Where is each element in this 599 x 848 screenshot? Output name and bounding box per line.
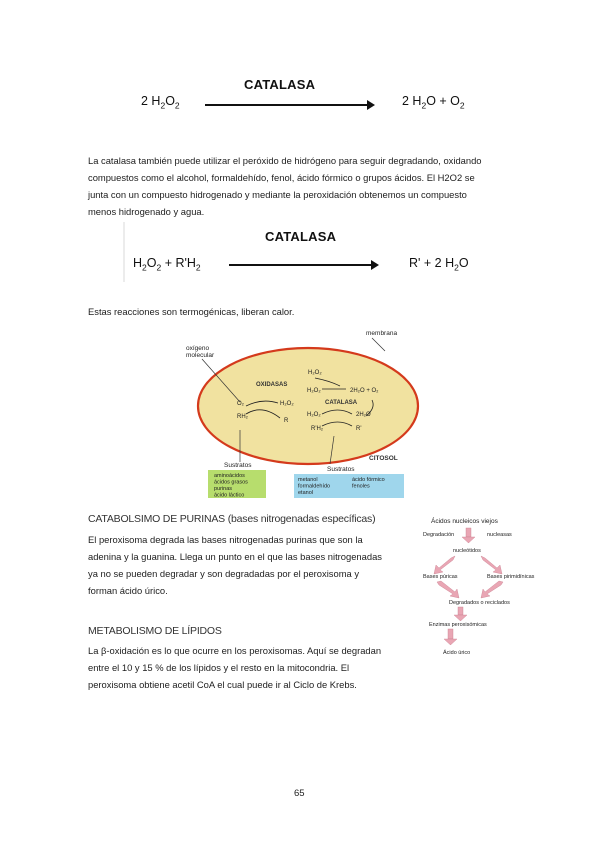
sustrato-item: purinas (214, 486, 233, 492)
equation2-edge (123, 222, 125, 282)
paragraph-catalasa (88, 152, 528, 220)
flow-enzimas: Enzimas peroxisómicas (429, 622, 487, 628)
paragraph-line: peroxisoma obtiene acetil CoA el cual puede ir al Ciclo de Krebs. (88, 679, 357, 690)
rxn-r: R (284, 418, 289, 424)
peroxisome-membrane (198, 348, 418, 464)
heading-purinas: CATABOLSIMO DE PURINAS (bases nitrogenadas específicas) (88, 513, 376, 525)
heading-lipidos: METABOLISMO DE LÍPIDOS (88, 625, 222, 637)
equation1-arrow (205, 104, 373, 106)
arrow-branch-left-icon (434, 556, 455, 574)
flow-degradados: Degradados o reciclados (449, 600, 510, 606)
peroxisome-diagram (180, 326, 415, 500)
sustratos-right-label: Sustratos (327, 466, 355, 473)
sustrato-item: ácido fórmico (352, 477, 385, 483)
equation1-products: 2 $H_2O + O_2$ (402, 94, 465, 111)
oxidasas-label: OXIDASAS (256, 382, 288, 388)
rxn-h2o-o2: 2H₂O + O₂ (350, 388, 379, 394)
sustrato-item: ácidos grasos (214, 479, 248, 486)
flow-bases-pirimidinicas: Bases pirimidínicas (487, 574, 535, 580)
paragraph-line: compuestos como el alcohol, formaldehído, fenol, ácido fórmico o grupos ácidos. El H2O2 se (88, 172, 475, 183)
rxn-h2o2-top: H₂O₂ (308, 370, 322, 376)
rxn-rh2-low: R'H₂ (311, 426, 324, 432)
equation2-products: R' + 2 $H_2O$ (409, 256, 469, 273)
flow-title: Ácidos nucleicos viejos (431, 518, 498, 525)
rxn-o2: O₂ (237, 401, 244, 407)
paragraph-line: entre el 10 y 15 % de los lípidos y el resto en la mitocondria. El (88, 662, 350, 673)
arrow-branch-right-icon (481, 556, 502, 574)
rxn-h2o2-low: H₂O₂ (307, 412, 321, 418)
paragraph-line: forman ácido úrico. (88, 585, 168, 596)
paragraph-termogenicas: Estas reacciones son termogénicas, liberan calor. (88, 306, 295, 317)
arrow-converge-right-icon (481, 581, 503, 598)
equation1-enzyme-title: CATALASA (244, 77, 316, 92)
rxn-h2o2-mid: H₂O₂ (307, 388, 321, 394)
sustrato-item: aminoácidos (214, 473, 245, 479)
paragraph-purinas (88, 531, 408, 599)
sustrato-item: formaldehído (298, 483, 331, 490)
sustratos-left-label: Sustratos (224, 462, 252, 469)
flow-nucleotidos: nucleótidos (453, 548, 481, 554)
rxn-r-low: R' (356, 426, 362, 432)
rxn-h2o-low: 2H₂O (356, 412, 371, 418)
sustrato-item: metanol (298, 477, 318, 483)
arrow-down-icon (454, 607, 467, 621)
arrow-down-icon (444, 629, 457, 645)
flow-degradacion: Degradación (423, 532, 455, 538)
flow-nucleasas: nucleasas (487, 532, 512, 538)
equation2-arrow (229, 264, 377, 266)
purine-degradation-diagram (415, 512, 535, 658)
equation2-reactants: $H_2O_2 + R'H_2$ (133, 256, 201, 273)
equation1-reactant: 2 $H_2O_2$ (141, 94, 180, 111)
page-number: 65 (294, 788, 305, 799)
arrow-down-icon (462, 528, 475, 543)
molecular-label: molecular (186, 352, 215, 359)
citosol-label: CITOSOL (369, 455, 398, 462)
rxn-rh2: RH₂ (237, 414, 248, 420)
paragraph-line: El peroxisoma degrada las bases nitrogenadas purinas que son la (88, 534, 363, 545)
sustrato-item: ácido láctico (214, 492, 245, 499)
paragraph-line: menos hidrogenado y agua. (88, 206, 205, 217)
flow-bases-puricas: Bases púricas (423, 574, 458, 580)
paragraph-line: La catalasa también puede utilizar el peróxido de hidrógeno para seguir degradando, oxidando (88, 155, 482, 166)
membrana-label: membrana (366, 330, 398, 337)
catalasa-label: CATALASA (325, 400, 358, 406)
oxigeno-label: oxígeno (186, 345, 210, 352)
paragraph-line: junta con un compuesto hidrogenado y mediante la peroxidación obtenemos un compuesto (88, 189, 467, 200)
paragraph-lipidos (88, 642, 418, 693)
paragraph-line: La β-oxidación es lo que ocurre en los peroxisomas. Aquí se degradan (88, 645, 382, 656)
rxn-h2o2-product: H₂O₂ (280, 401, 294, 407)
sustrato-item: fenoles (352, 483, 370, 490)
sustrato-item: etanol (298, 490, 313, 496)
flow-acido-urico: Ácido úrico (443, 650, 471, 656)
equation2-enzyme-title: CATALASA (265, 229, 337, 244)
paragraph-line: ya no se pueden degradar y son degradadas por el peroxisoma y (88, 568, 360, 579)
paragraph-line: adenina y la guanina. Llega un punto en el que las bases nitrogenadas (88, 551, 382, 562)
arrow-converge-left-icon (437, 581, 459, 598)
